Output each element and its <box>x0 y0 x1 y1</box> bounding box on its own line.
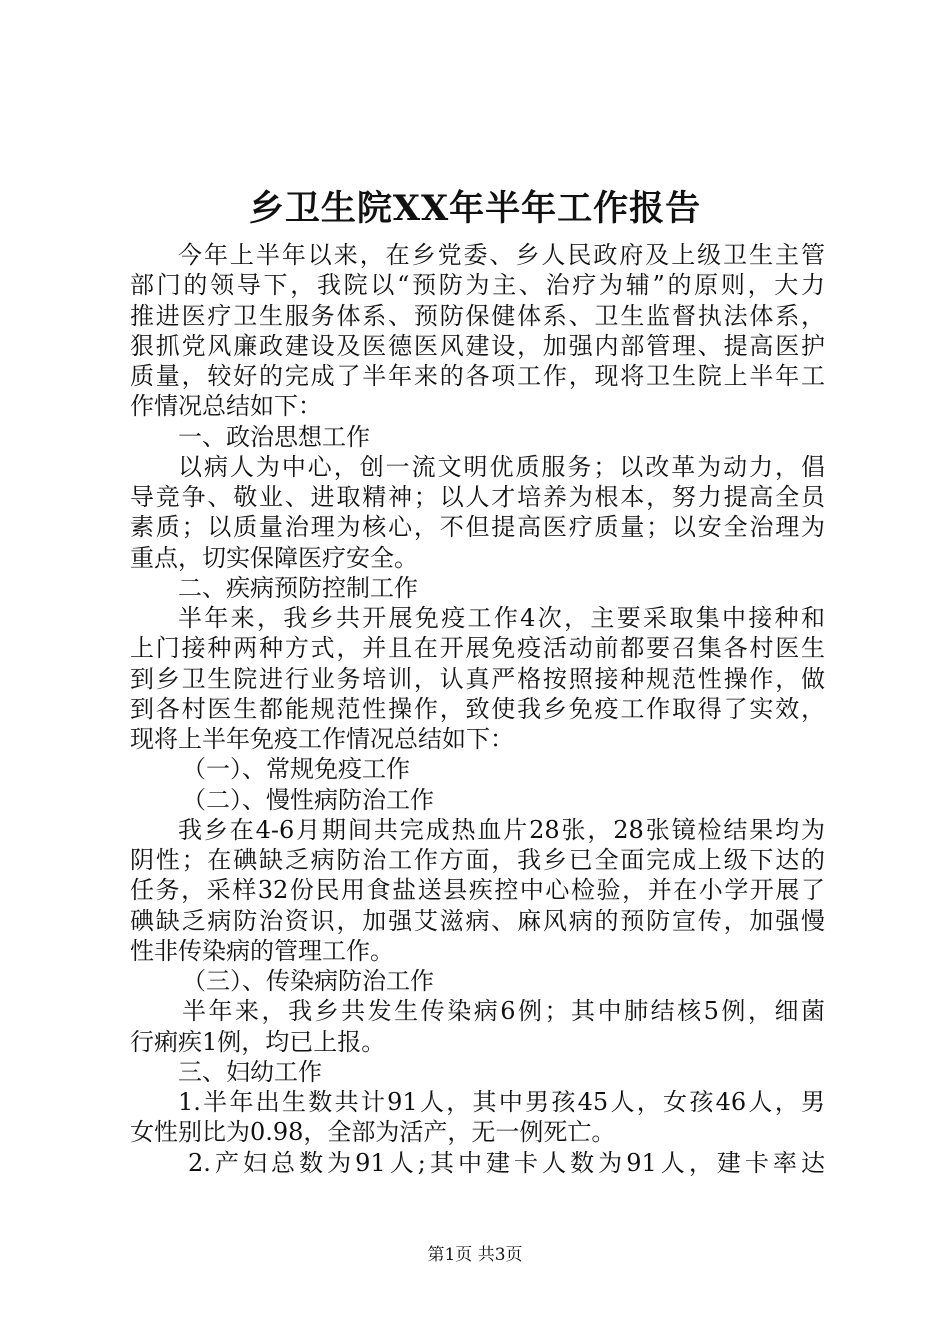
body-line: 以病人为中心，创一流文明优质服务；以改革为动力，倡 <box>178 452 825 481</box>
body-line: 推进医疗卫生服务体系、预防保健体系、卫生监督执法体系， <box>130 301 825 330</box>
body-line: 1.半年出生数共计91人，其中男孩45人，女孩46人，男 <box>178 1088 825 1116</box>
document-body <box>130 240 825 1178</box>
body-line: 性非传染病的管理工作。 <box>130 936 394 965</box>
body-line: 任务，采样32份民用食盐送县疾控中心检验，并在小学开展了 <box>130 876 825 905</box>
subsection-heading: （一）、常规免疫工作 <box>182 755 410 784</box>
body-line: 半年来，我乡共发生传染病6例；其中肺结核5例，细菌 <box>182 997 825 1026</box>
page-footer: 第1页 共3页 <box>427 1245 523 1265</box>
body-line: 半年来，我乡共开展免疫工作4次，主要采取集中接种和 <box>178 604 825 632</box>
body-line: 现将上半年免疫工作情况总结如下： <box>130 725 514 753</box>
section-heading: 一、政治思想工作 <box>178 422 370 451</box>
subsection-heading: （三）、传染病防治工作 <box>182 967 434 995</box>
body-line: 作情况总结如下： <box>130 392 322 421</box>
body-line: 到乡卫生院进行业务培训，认真严格按照接种规范性操作，做 <box>130 664 825 693</box>
body-line: 我乡在4-6月期间共完成热血片28张，28张镜检结果均为 <box>178 815 825 844</box>
body-line: 素质；以质量治理为核心，不但提高医疗质量；以安全治理为 <box>130 513 825 542</box>
section-heading: 三、妇幼工作 <box>178 1057 322 1086</box>
body-line: 行痢疾1例，均已上报。 <box>130 1027 386 1056</box>
body-line: 狠抓党风廉政建设及医德医风建设，加强内部管理、提高医护 <box>130 331 825 360</box>
section-heading: 二、疾病预防控制工作 <box>178 573 418 602</box>
body-line: 上门接种两种方式，并且在开展免疫活动前都要召集各村医生 <box>130 634 825 663</box>
document-title: 乡卫生院XX年半年工作报告 <box>248 188 702 229</box>
body-line: 阴性；在碘缺乏病防治工作方面，我乡已全面完成上级下达的 <box>130 846 825 874</box>
body-line: 重点，切实保障医疗安全。 <box>130 543 418 572</box>
body-line: 今年上半年以来，在乡党委、乡人民政府及上级卫生主管 <box>178 241 825 269</box>
body-line: 到各村医生都能规范性操作，致使我乡免疫工作取得了实效， <box>130 694 825 723</box>
body-line: 女性别比为0.98，全部为活产，无一例死亡。 <box>130 1118 616 1147</box>
body-line: 导竞争、敬业、进取精神；以人才培养为根本，努力提高全员 <box>130 483 825 511</box>
body-line: 2.产妇总数为91人;其中建卡人数为91人，建卡率达 <box>188 1148 825 1177</box>
body-line: 质量，较好的完成了半年来的各项工作，现将卫生院上半年工 <box>130 362 825 390</box>
subsection-heading: （二）、慢性病防治工作 <box>182 785 434 814</box>
body-line: 碘缺乏病防治资识，加强艾滋病、麻风病的预防宣传，加强慢 <box>130 906 825 935</box>
body-line: 部门的领导下，我院以“预防为主、治疗为辅”的原则，大力 <box>130 271 825 300</box>
